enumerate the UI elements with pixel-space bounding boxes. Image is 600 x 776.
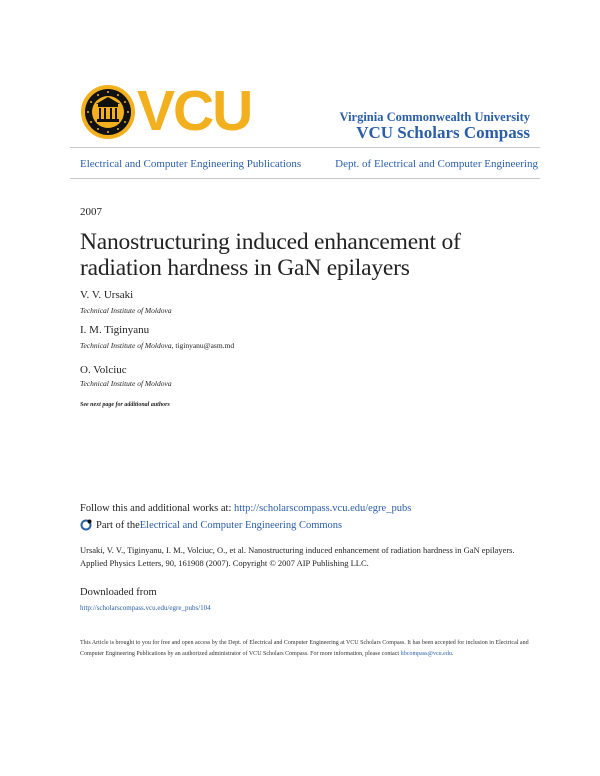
access-notice xyxy=(80,638,530,660)
follow-link[interactable]: http://scholarscompass.vcu.edu/egre_pubs xyxy=(234,503,412,514)
department-link[interactable]: Dept. of Electrical and Computer Engineering xyxy=(335,158,538,170)
downloaded-from-label: Downloaded from xyxy=(80,587,157,598)
author-affiliation-2: Technical Institute of Moldova, tiginyanu@asm.md xyxy=(80,341,235,350)
vcu-seal-icon xyxy=(80,84,136,140)
download-link[interactable]: http://scholarscompass.vcu.edu/egre_pubs/104 xyxy=(80,604,211,612)
contact-email-link[interactable]: libcompass@vcu.edu xyxy=(400,651,452,657)
repository-name[interactable]: VCU Scholars Compass xyxy=(356,123,530,142)
author-name-1: V. V. Ursaki xyxy=(80,289,134,301)
part-of-line xyxy=(80,519,342,531)
author-affiliation-1: Technical Institute of Moldova xyxy=(80,306,172,315)
author-affiliation-3: Technical Institute of Moldova xyxy=(80,379,172,388)
see-next-note: See next page for additional authors xyxy=(80,402,170,408)
notice-text: This Article is brought to you for free and open access by the Dept. of Electrical and Computer Engineering at VCU Scholars Compass. It has been accepted for inclusion in Electrical and Computer Engineering Publications by an authorized administrator of VCU Scholars Compass. For more information, please contact xyxy=(80,640,529,657)
network-commons-icon xyxy=(80,519,92,531)
header-divider-bottom xyxy=(70,178,540,179)
citation-text: Ursaki, V. V., Tiginyanu, I. M., Volciuc, O., et al. Nanostructuring induced enhancement of radiation hardness in GaN epilayers. Applied Physics Letters, 90, 161908 (2007). Copyright © 2007 AIP Publishing LLC. xyxy=(80,545,515,568)
notice-end: . xyxy=(451,651,454,657)
paper-title: Nanostructuring induced enhancement of radiation hardness in GaN epilayers xyxy=(80,229,461,281)
affiliation-text: Technical Institute of Moldova xyxy=(80,341,172,350)
author-name-2: I. M. Tiginyanu xyxy=(80,324,150,336)
commons-link[interactable]: Electrical and Computer Engineering Commons xyxy=(139,519,343,531)
university-name[interactable]: Virginia Commonwealth University xyxy=(339,110,530,124)
publication-year: 2007 xyxy=(80,206,102,218)
author-email: tiginyanu@asm.md xyxy=(175,341,235,350)
vcu-logo-text: VCU xyxy=(137,79,252,143)
follow-line xyxy=(80,503,411,514)
author-name-3: O. Volciuc xyxy=(80,364,127,376)
header-divider-top xyxy=(70,147,540,148)
follow-label: Follow this and additional works at: xyxy=(80,503,234,514)
collection-link[interactable]: Electrical and Computer Engineering Publications xyxy=(80,158,302,170)
part-of-label: Part of the xyxy=(96,519,140,531)
